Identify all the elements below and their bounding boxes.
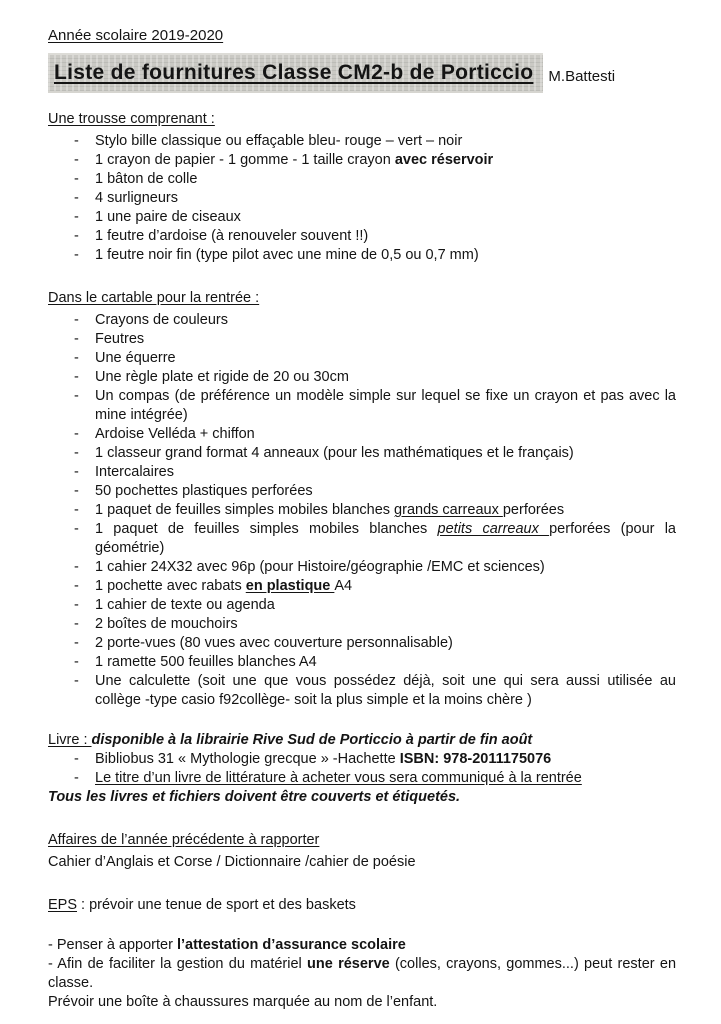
- bullet-dash: -: [74, 616, 79, 632]
- list-item: [74, 769, 676, 788]
- text-segment: 1 une paire de ciseaux: [95, 209, 241, 225]
- text-segment: Intercalaires: [95, 464, 174, 480]
- section-trousse: [48, 110, 676, 265]
- text-segment: 1 cahier de texte ou agenda: [95, 597, 275, 613]
- text-segment: Feutres: [95, 331, 145, 347]
- list-item: [74, 672, 676, 710]
- bullet-dash: -: [74, 654, 79, 670]
- list-item: [74, 501, 676, 520]
- list-item: [74, 368, 676, 387]
- list-item: [74, 750, 676, 769]
- cartable-list: [48, 311, 676, 710]
- section-livre: [48, 731, 676, 807]
- list-item: [74, 558, 676, 577]
- section-notes: [48, 936, 676, 1012]
- list-item: [74, 311, 676, 330]
- list-item: [74, 520, 676, 558]
- text-segment: - Afin de faciliter la gestion du matériel: [48, 956, 308, 972]
- text-segment: 2 porte-vues (80 vues avec couverture personnalisable): [95, 635, 453, 651]
- list-item: [74, 208, 676, 227]
- section-cartable: [48, 289, 676, 710]
- text-segment: l’attestation d’assurance scolaire: [176, 937, 406, 953]
- bullet-dash: -: [74, 388, 79, 404]
- school-year: Année scolaire 2019-2020: [48, 27, 224, 44]
- text-segment: grands carreaux: [394, 502, 503, 518]
- text-segment: Prévoir une boîte à chaussures marquée au nom de l’enfant.: [48, 994, 438, 1010]
- list-item: [74, 387, 676, 425]
- text-segment: Crayons de couleurs: [95, 312, 228, 328]
- section-eps: [48, 896, 676, 915]
- section-affaires: [48, 831, 676, 872]
- list-item: [74, 634, 676, 653]
- bullet-dash: -: [74, 673, 79, 689]
- text-segment: petits carreaux: [437, 521, 550, 537]
- text-segment: 2 boîtes de mouchoirs: [95, 616, 238, 632]
- bullet-dash: -: [74, 190, 79, 206]
- bullet-dash: -: [74, 483, 79, 499]
- text-segment: - Penser à apporter: [48, 937, 177, 953]
- bullet-dash: -: [74, 578, 79, 594]
- bullet-dash: -: [74, 133, 79, 149]
- list-item: [74, 189, 676, 208]
- bullet-dash: -: [74, 228, 79, 244]
- text-segment: Livre :: [48, 732, 92, 748]
- bullet-dash: -: [74, 331, 79, 347]
- text-segment: une réserve: [307, 956, 390, 972]
- text-segment: EPS: [48, 897, 78, 913]
- text-segment: 4 surligneurs: [95, 190, 179, 206]
- list-item: [74, 132, 676, 151]
- text-segment: Une calculette (soit une que vous possédez déjà, soit une qui sera aussi utilisée au collège -type casio f92collège- soit la plus simple et la moins chère ): [95, 673, 676, 708]
- text-segment: Une équerre: [95, 350, 176, 366]
- trousse-list: [48, 132, 676, 265]
- list-item: [74, 349, 676, 368]
- text-segment: 1 paquet de feuilles simples mobiles blanches: [95, 502, 395, 518]
- list-item: [74, 330, 676, 349]
- bullet-dash: -: [74, 559, 79, 575]
- text-segment: avec réservoir: [394, 152, 494, 168]
- list-item: [74, 482, 676, 501]
- text-segment: : prévoir une tenue de sport et des baskets: [77, 897, 356, 913]
- text-segment: Stylo bille classique ou effaçable bleu- rouge – vert – noir: [95, 133, 463, 149]
- note-assurance: [48, 936, 676, 955]
- text-segment: (colles, crayons, gommes...) peut rester en classe.: [48, 956, 677, 991]
- bullet-dash: -: [74, 770, 79, 786]
- text-segment: perforées: [502, 502, 565, 518]
- teacher-name: M.Battesti: [548, 68, 616, 85]
- note-boite-chaussures: [48, 993, 676, 1012]
- bullet-dash: -: [74, 171, 79, 187]
- bullet-dash: -: [74, 635, 79, 651]
- livre-list: [48, 750, 676, 788]
- bullet-dash: -: [74, 209, 79, 225]
- text-segment: 1 feutre d’ardoise (à renouveler souvent !!): [95, 228, 369, 244]
- text-segment: 1 cahier 24X32 avec 96p (pour Histoire/géographie /EMC et sciences): [95, 559, 545, 575]
- bullet-dash: -: [74, 369, 79, 385]
- bullet-dash: -: [74, 521, 79, 537]
- text-segment: 50 pochettes plastiques perforées: [95, 483, 313, 499]
- bullet-dash: -: [74, 445, 79, 461]
- list-item: [74, 615, 676, 634]
- text-segment: Une règle plate et rigide de 20 ou 30cm: [95, 369, 349, 385]
- list-item: [74, 246, 676, 265]
- text-segment: Le titre d’un livre de littérature à acheter vous sera communiqué à la rentrée: [95, 770, 582, 786]
- trousse-heading: Une trousse comprenant :: [48, 111, 215, 127]
- text-segment: 1 pochette avec rabats: [95, 578, 246, 594]
- text-segment: Bibliobus 31 « Mythologie grecque » -Hachette: [95, 751, 400, 767]
- text-segment: 1 feutre noir fin (type pilot avec une mine de 0,5 ou 0,7 mm): [95, 247, 479, 263]
- list-item: [74, 425, 676, 444]
- note-reserve: [48, 955, 676, 993]
- bullet-dash: -: [74, 751, 79, 767]
- livre-heading: [48, 731, 676, 750]
- text-segment: 1 crayon de papier - 1 gomme - 1 taille crayon: [95, 152, 395, 168]
- title-highlight-band: [48, 53, 543, 93]
- list-item: [74, 170, 676, 189]
- page-title: Liste de fournitures Classe CM2-b de Porticcio: [54, 61, 534, 84]
- bullet-dash: -: [74, 247, 79, 263]
- list-item: [74, 577, 676, 596]
- text-segment: Tous les livres et fichiers doivent être couverts et étiquetés.: [48, 789, 461, 805]
- cartable-heading: Dans le cartable pour la rentrée :: [48, 290, 260, 306]
- bullet-dash: -: [74, 502, 79, 518]
- text-segment: Ardoise Velléda + chiffon: [95, 426, 255, 442]
- list-item: [74, 653, 676, 672]
- livre-note: [48, 788, 676, 807]
- bullet-dash: -: [74, 464, 79, 480]
- text-segment: en plastique: [245, 578, 335, 594]
- list-item: [74, 227, 676, 246]
- list-item: [74, 151, 676, 170]
- text-segment: 1 bâton de colle: [95, 171, 198, 187]
- list-item: [74, 444, 676, 463]
- eps-line: [48, 896, 676, 915]
- list-item: [74, 463, 676, 482]
- title-row: [48, 53, 676, 93]
- bullet-dash: -: [74, 312, 79, 328]
- text-segment: 1 paquet de feuilles simples mobiles blanches: [95, 521, 438, 537]
- affaires-heading: Affaires de l’année précédente à rapporter: [48, 832, 320, 848]
- bullet-dash: -: [74, 597, 79, 613]
- bullet-dash: -: [74, 426, 79, 442]
- text-segment: disponible à la librairie Rive Sud de Porticcio à partir de fin août: [91, 732, 533, 748]
- bullet-dash: -: [74, 350, 79, 366]
- bullet-dash: -: [74, 152, 79, 168]
- text-segment: 1 classeur grand format 4 anneaux (pour les mathématiques et le français): [95, 445, 574, 461]
- text-segment: Un compas (de préférence un modèle simple sur lequel se fixe un crayon et pas avec la mine intégrée): [95, 388, 676, 423]
- text-segment: A4: [334, 578, 353, 594]
- text-segment: 1 ramette 500 feuilles blanches A4: [95, 654, 317, 670]
- text-segment: ISBN: 978-2011175076: [399, 751, 552, 767]
- text-segment: perforées (pour la géométrie): [95, 521, 676, 556]
- list-item: [74, 596, 676, 615]
- affaires-line: Cahier d’Anglais et Corse / Dictionnaire /cahier de poésie: [48, 854, 416, 870]
